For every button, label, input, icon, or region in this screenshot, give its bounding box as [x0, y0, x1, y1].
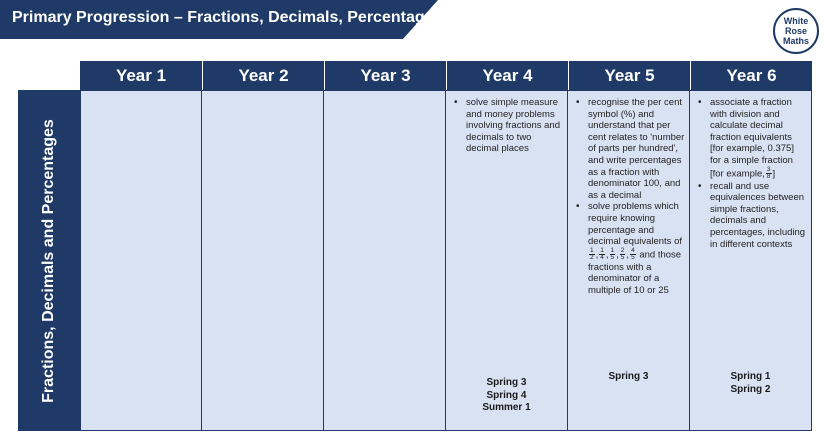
year-6-cell: [690, 90, 812, 431]
year-4-term: Summer 1: [482, 402, 531, 413]
logo-line-2: Rose: [784, 26, 807, 36]
year-4-objective: • solve simple measure and money problems involving fractions and decimals to two decimal places: [452, 97, 563, 155]
fraction-fifth: $\frac{1}{5}$: [610, 246, 615, 262]
year-6-term: Spring 2: [730, 383, 771, 395]
strand-label-text: Fractions, Decimals and Percentages: [40, 118, 58, 403]
year-6-term: Spring 1: [730, 371, 771, 382]
year-4-header: Year 4: [446, 61, 568, 90]
year-5-objective-suffix: and those fractions with a denominator of a multiple of 10 or 25: [588, 249, 682, 296]
year-6-objectives: [696, 97, 807, 250]
year-6-terms: [690, 371, 811, 396]
fraction-three-eighths: $\frac{3}{8}$: [766, 165, 771, 181]
logo-line-3: Maths: [782, 36, 809, 46]
year-5-objective: • recognise the per cent symbol (%) and understand that per cent relates to 'number of parts per hundred', and write percentages as a fraction with denominator 100, and as a decimal: [574, 97, 685, 201]
year-4-cell: [446, 90, 568, 431]
year-3-cell: [324, 90, 446, 431]
year-5-term: Spring 3: [608, 371, 649, 382]
logo-line-1: White: [783, 16, 809, 26]
year-4-term: Spring 3: [486, 377, 527, 388]
year-6-header: Year 6: [690, 61, 812, 90]
fraction-quarter: $\frac{1}{4}$: [600, 246, 604, 262]
year-6-objective-text: associate a fraction with division and calculate decimal fraction equivalents [for example, 0.375] for a simple fraction [for example,: [710, 97, 794, 180]
year-6-objective: [696, 97, 807, 181]
page-title: Primary Progression – Fractions, Decimals, Percentages: [12, 9, 443, 26]
year-1-header: Year 1: [80, 61, 202, 90]
year-5-objectives: [574, 97, 685, 297]
year-header-row: [80, 61, 812, 90]
fraction-two-fifths: $\frac{2}{5}$: [620, 246, 625, 262]
year-3-header: Year 3: [324, 61, 446, 90]
year-5-terms: [568, 371, 689, 384]
year-6-objective-close: ]: [772, 168, 776, 180]
year-5-cell: [568, 90, 690, 431]
year-2-cell: [202, 90, 324, 431]
year-5-objective-prefix: solve problems which require knowing percentage and decimal equivalents of: [588, 201, 682, 248]
year-2-header: Year 2: [202, 61, 324, 90]
year-4-objectives: [452, 97, 563, 155]
year-4-terms: [446, 377, 567, 415]
year-5-objective: • solve problems which require knowing percentage and decimal equivalents of $\frac{1}{2}$ , $\frac{1}{4}$ , $\frac{1}{5}$ , $\frac{2}{5}$ , $\frac{4}{5}$ and those fractions with a denominator of a multiple of 10 or 25: [574, 201, 685, 296]
fraction-four-fifths: $\frac{4}{5}$: [631, 246, 635, 262]
year-5-header: Year 5: [568, 61, 690, 90]
strand-label: [18, 90, 80, 431]
year-4-term: Spring 4: [486, 389, 527, 401]
year-1-cell: [80, 90, 202, 431]
year-6-objective: • recall and use equivalences between simple fractions, decimals and percentages, including in different contexts: [696, 181, 807, 251]
progression-row: [80, 90, 812, 431]
white-rose-maths-logo: [773, 8, 819, 54]
fraction-half: $\frac{1}{2}$: [590, 246, 594, 262]
